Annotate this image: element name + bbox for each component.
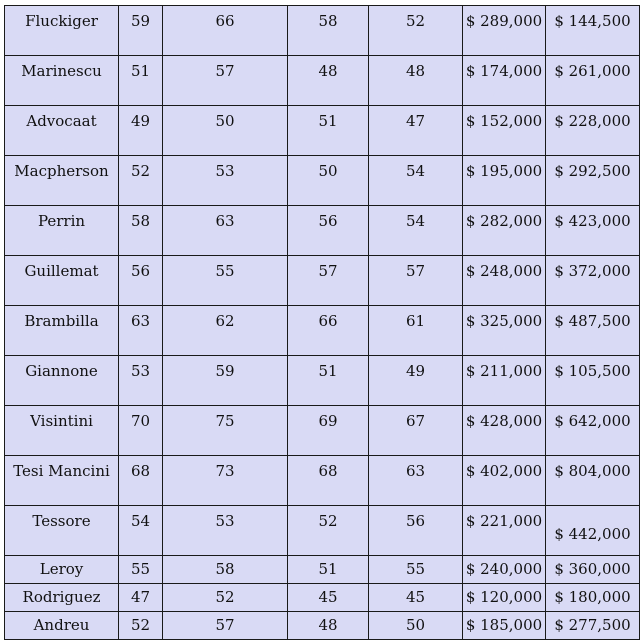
table-row	[5, 406, 640, 456]
table-cell: 56	[288, 206, 369, 256]
table-cell: 51	[119, 56, 163, 106]
table-cell: 55	[119, 556, 163, 584]
table-cell: Guillemat	[5, 256, 119, 306]
table-row	[5, 6, 640, 56]
table-cell: 59	[163, 356, 288, 406]
table-cell: $ 248,000	[463, 256, 546, 306]
table-cell: $ 221,000	[463, 506, 546, 556]
table-cell: $ 292,500	[546, 156, 640, 206]
table-cell: $ 289,000	[463, 6, 546, 56]
table-cell: 53	[119, 356, 163, 406]
table-cell: $ 282,000	[463, 206, 546, 256]
table-cell: 47	[369, 106, 463, 156]
table-cell: 57	[288, 256, 369, 306]
table-cell: 55	[369, 556, 463, 584]
table-cell: 66	[288, 306, 369, 356]
table-cell: $ 240,000	[463, 556, 546, 584]
table-cell: 54	[369, 206, 463, 256]
table-cell: 68	[119, 456, 163, 506]
table-cell: 58	[119, 206, 163, 256]
table-row	[5, 106, 640, 156]
table-cell: $ 211,000	[463, 356, 546, 406]
table-cell: $ 152,000	[463, 106, 546, 156]
table-cell: 52	[119, 156, 163, 206]
table-cell: 50	[288, 156, 369, 206]
table-cell: $ 144,500	[546, 6, 640, 56]
table-cell: 58	[163, 556, 288, 584]
table-row	[5, 206, 640, 256]
table-cell: $ 442,000	[546, 506, 640, 556]
table-cell: $ 105,500	[546, 356, 640, 406]
table-cell: Rodriguez	[5, 584, 119, 612]
table-cell: 68	[288, 456, 369, 506]
table-cell: $ 195,000	[463, 156, 546, 206]
table-cell: $ 360,000	[546, 556, 640, 584]
table-row	[5, 356, 640, 406]
table-row	[5, 256, 640, 306]
table-cell: 45	[369, 584, 463, 612]
table-cell: 51	[288, 106, 369, 156]
table-cell: 52	[119, 612, 163, 640]
table-cell: 48	[288, 612, 369, 640]
table-cell: $ 277,500	[546, 612, 640, 640]
table-cell: Advocaat	[5, 106, 119, 156]
table-cell: 51	[288, 556, 369, 584]
table-cell: 56	[369, 506, 463, 556]
table-cell: 52	[288, 506, 369, 556]
table-row	[5, 506, 640, 556]
table-cell: 70	[119, 406, 163, 456]
table-cell: 45	[288, 584, 369, 612]
table-cell: 52	[369, 6, 463, 56]
table-cell: Andreu	[5, 612, 119, 640]
table-cell: Perrin	[5, 206, 119, 256]
player-table	[4, 5, 640, 640]
table-cell: Tessore	[5, 506, 119, 556]
table-cell: 57	[163, 56, 288, 106]
table-cell: 47	[119, 584, 163, 612]
table-row	[5, 556, 640, 584]
table-cell: 63	[119, 306, 163, 356]
table-cell: 50	[163, 106, 288, 156]
table-cell: $ 261,000	[546, 56, 640, 106]
table-cell: 56	[119, 256, 163, 306]
table-cell: 51	[288, 356, 369, 406]
table-cell: $ 428,000	[463, 406, 546, 456]
table-cell: 75	[163, 406, 288, 456]
table-cell: $ 174,000	[463, 56, 546, 106]
table-row	[5, 612, 640, 640]
table-cell: $ 642,000	[546, 406, 640, 456]
table-cell: 66	[163, 6, 288, 56]
table-cell: 57	[369, 256, 463, 306]
table-row	[5, 156, 640, 206]
table-cell: 58	[288, 6, 369, 56]
table-cell: 69	[288, 406, 369, 456]
table-cell: Marinescu	[5, 56, 119, 106]
table-cell: 63	[369, 456, 463, 506]
table-cell: Macpherson	[5, 156, 119, 206]
table-cell: $ 402,000	[463, 456, 546, 506]
table-cell: 49	[369, 356, 463, 406]
table-cell: Visintini	[5, 406, 119, 456]
table-cell: $ 180,000	[546, 584, 640, 612]
table-body	[5, 6, 640, 640]
table-cell: 48	[369, 56, 463, 106]
table-cell: 73	[163, 456, 288, 506]
table-cell: 50	[369, 612, 463, 640]
table-cell: 49	[119, 106, 163, 156]
table-cell: 54	[369, 156, 463, 206]
table-row	[5, 56, 640, 106]
table-cell: 59	[119, 6, 163, 56]
table-cell: Brambilla	[5, 306, 119, 356]
table-row	[5, 306, 640, 356]
table-cell: 57	[163, 612, 288, 640]
table-cell: $ 228,000	[546, 106, 640, 156]
table-row	[5, 456, 640, 506]
table-cell: 61	[369, 306, 463, 356]
table-cell: 52	[163, 584, 288, 612]
table-cell: $ 185,000	[463, 612, 546, 640]
table-cell: 55	[163, 256, 288, 306]
table-cell: $ 120,000	[463, 584, 546, 612]
table-cell: $ 804,000	[546, 456, 640, 506]
table-cell: 67	[369, 406, 463, 456]
table-cell: Fluckiger	[5, 6, 119, 56]
table-cell: 48	[288, 56, 369, 106]
table-cell: 53	[163, 506, 288, 556]
table-cell: $ 372,000	[546, 256, 640, 306]
table-cell: $ 423,000	[546, 206, 640, 256]
table-row	[5, 584, 640, 612]
table-cell: 62	[163, 306, 288, 356]
table-cell: $ 487,500	[546, 306, 640, 356]
table-cell: 53	[163, 156, 288, 206]
table-cell: 54	[119, 506, 163, 556]
table-cell: Tesi Mancini	[5, 456, 119, 506]
table-cell: Giannone	[5, 356, 119, 406]
table-cell: 63	[163, 206, 288, 256]
table-cell: Leroy	[5, 556, 119, 584]
table-cell: $ 325,000	[463, 306, 546, 356]
